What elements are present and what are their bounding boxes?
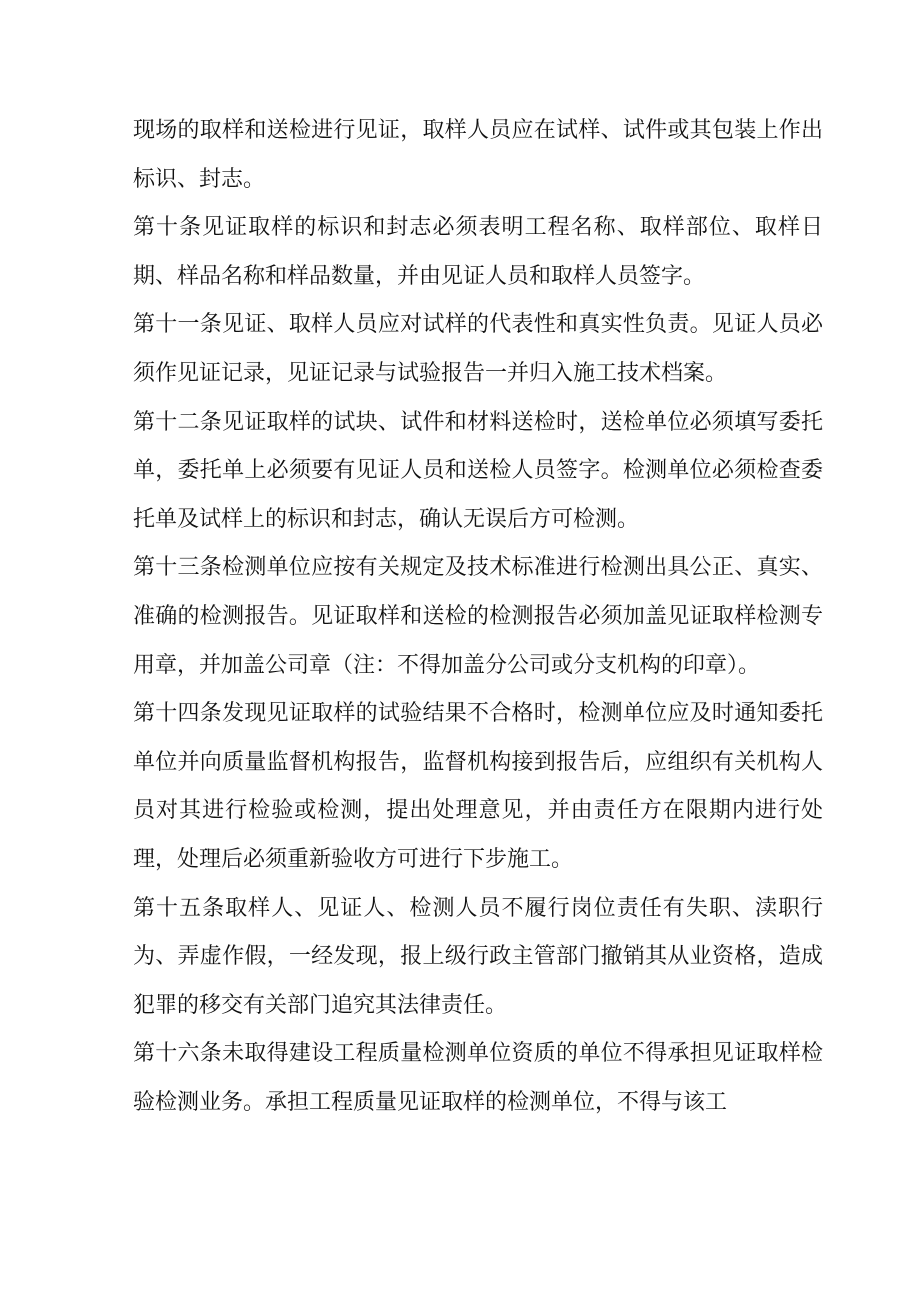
- paragraph-article-15: 第十五条取样人、见证人、检测人员不履行岗位责任有失职、渎职行为、弄虚作假，一经发现，报上级行政主管部门撤销其从业资格，造成犯罪的移交有关部门追究其法律责任。: [133, 895, 823, 1018]
- paragraph-article-11: 第十一条见证、取样人员应对试样的代表性和真实性负责。见证人员必须作见证记录，见证记录与试验报告一并归入施工技术档案。: [133, 312, 823, 386]
- paragraph-continuation: 现场的取样和送检进行见证，取样人员应在试样、试件或其包装上作出标识、封志。: [133, 118, 823, 192]
- paragraph-article-13: 第十三条检测单位应按有关规定及技术标准进行检测出具公正、真实、准确的检测报告。见证取样和送检的检测报告必须加盖见证取样检测专用章，并加盖公司章（注：不得加盖分公司或分支机构的印章）。: [133, 555, 823, 678]
- document-body: [133, 107, 823, 1127]
- paragraph-article-10: 第十条见证取样的标识和封志必须表明工程名称、取样部位、取样日期、样品名称和样品数量，并由见证人员和取样人员签字。: [133, 215, 823, 289]
- paragraph-article-12: 第十二条见证取样的试块、试件和材料送检时，送检单位必须填写委托单，委托单上必须要有见证人员和送检人员签字。检测单位必须检查委托单及试样上的标识和封志，确认无误后方可检测。: [133, 409, 823, 532]
- paragraph-article-16: 第十六条未取得建设工程质量检测单位资质的单位不得承担见证取样检验检测业务。承担工程质量见证取样的检测单位，不得与该工: [133, 1041, 823, 1115]
- paragraph-article-14: 第十四条发现见证取样的试验结果不合格时，检测单位应及时通知委托单位并向质量监督机构报告，监督机构接到报告后，应组织有关机构人员对其进行检验或检测，提出处理意见，并由责任方在限期内进行处理，处理后必须重新验收方可进行下步施工。: [133, 701, 823, 872]
